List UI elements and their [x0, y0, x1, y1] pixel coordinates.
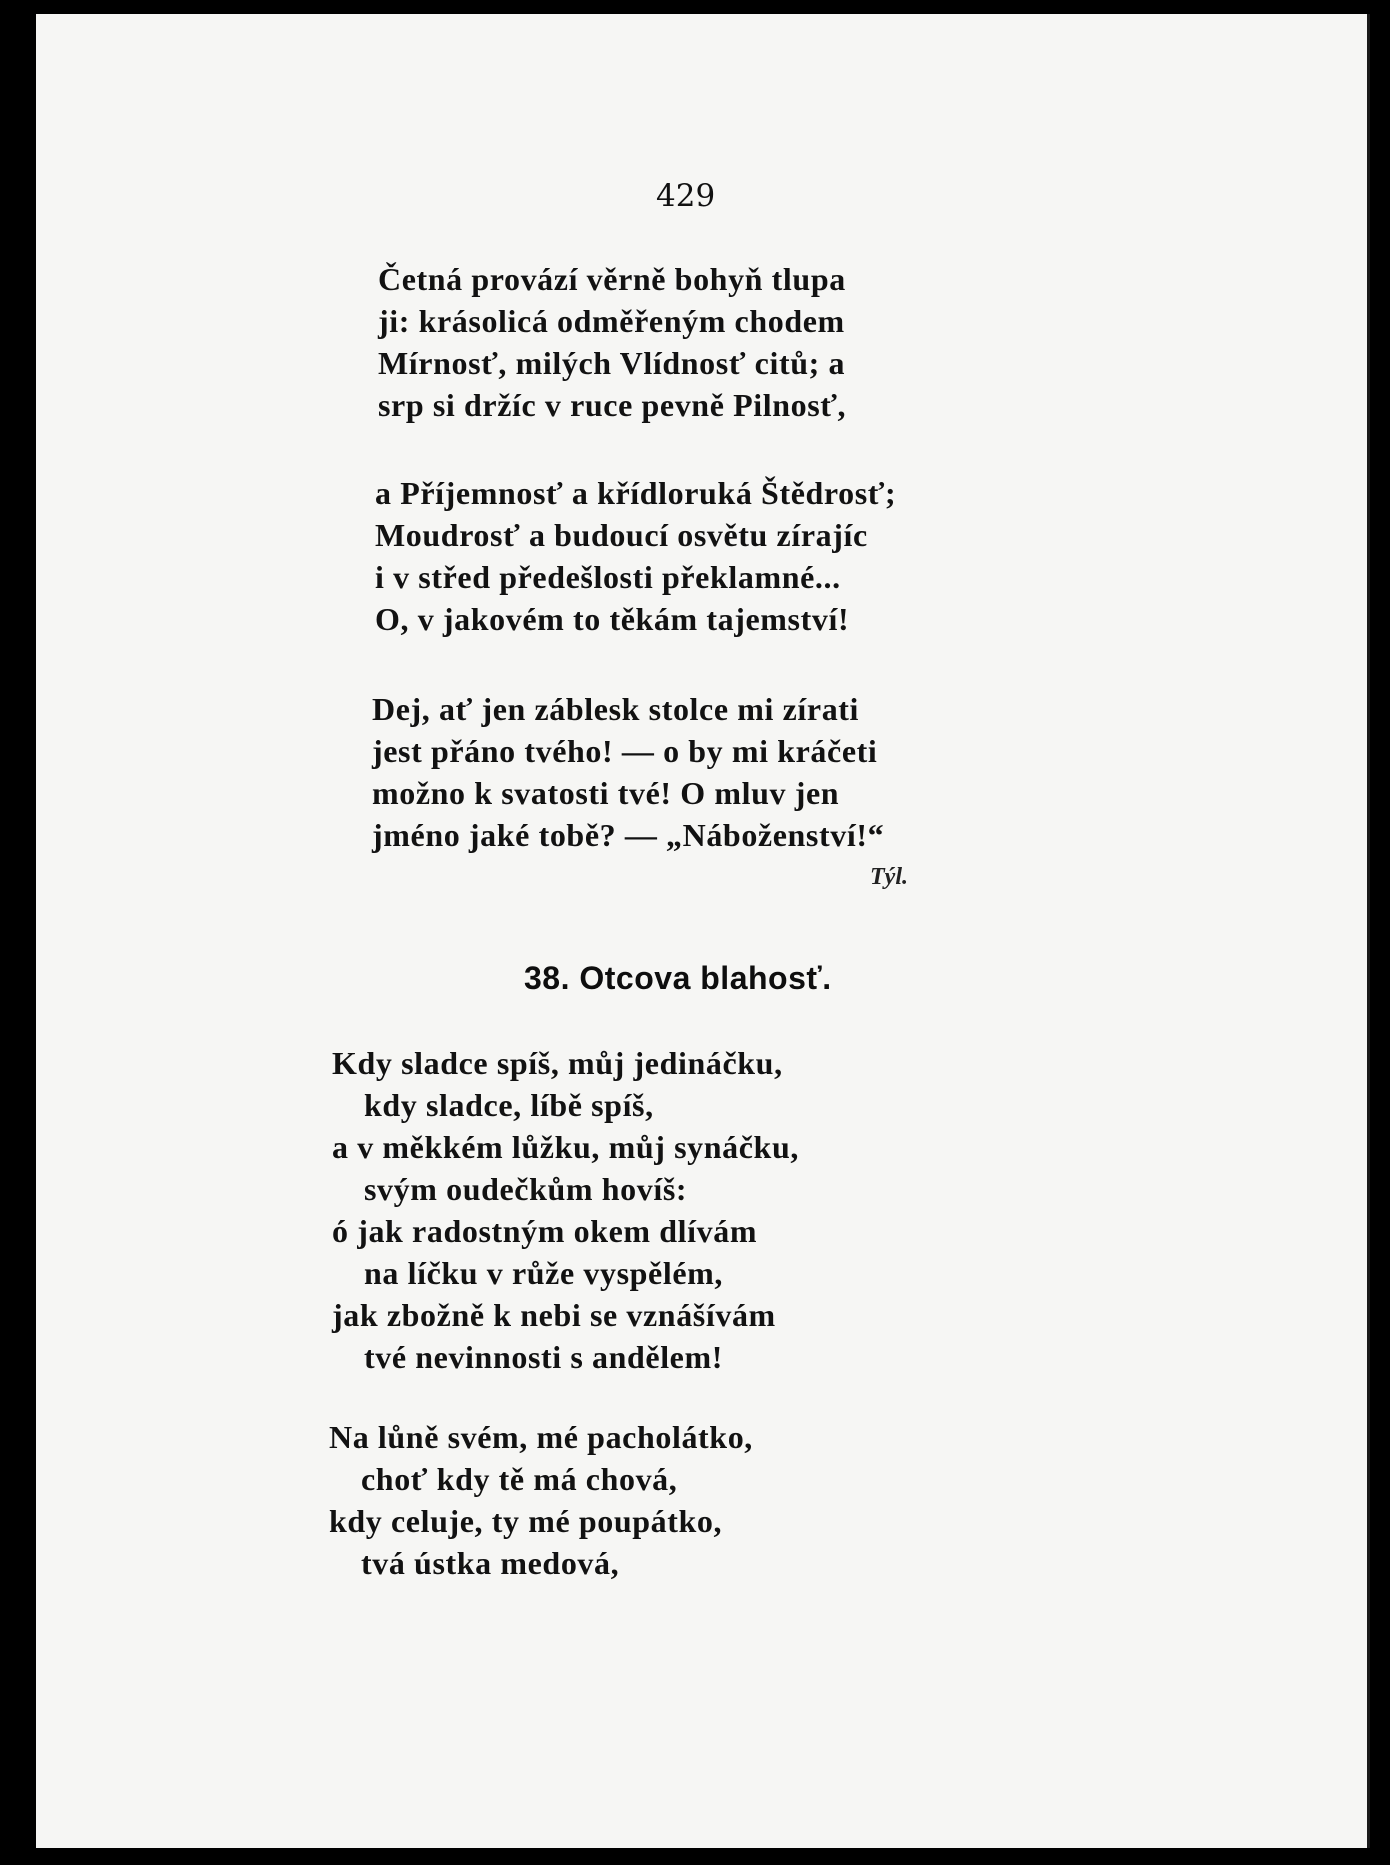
poem1-stanza-1	[378, 258, 846, 426]
poem-line: a Příjemnosť a křídloruká Štědrosť;	[375, 475, 897, 511]
poem2-title: 38. Otcova blahosť.	[524, 960, 832, 996]
page-number: 429	[656, 178, 716, 214]
poem-line: tvé nevinnosti s andělem!	[364, 1339, 723, 1375]
poem-line: Mírnosť, milých Vlídnosť citů; a	[378, 345, 846, 381]
poem-line: ó jak radostným okem dlívám	[332, 1213, 758, 1249]
poem-line: kdy sladce, líbě spíš,	[364, 1087, 654, 1123]
poem-line: a v měkkém lůžku, můj synáčku,	[332, 1129, 799, 1165]
poem1-stanza-3	[372, 688, 884, 856]
poem-line: kdy celuje, ty mé poupátko,	[329, 1503, 723, 1539]
poem-line: Dej, ať jen záblesk stolce mi zírati	[372, 691, 860, 727]
poem-line: možno k svatosti tvé! O mluv jen	[372, 775, 840, 811]
poem2-stanza-2	[329, 1416, 753, 1584]
poem-line: srp si držíc v ruce pevně Pilnosť,	[378, 387, 847, 423]
poem1-stanza-2	[375, 472, 896, 640]
poem-line: jméno jaké tobě? — „Náboženství!“	[372, 817, 885, 853]
book-page	[36, 14, 1370, 1848]
poem-line: O, v jakovém to těkám tajemství!	[375, 601, 850, 637]
poem-line: jest přáno tvého! — o by mi kráčeti	[372, 733, 878, 769]
poem-line: tvá ústka medová,	[361, 1545, 620, 1581]
poem-line: Četná provází věrně bohyň tlupa	[378, 261, 846, 297]
poem-line: na líčku v růže vyspělém,	[364, 1255, 723, 1291]
poem1-author: Týl.	[870, 864, 908, 890]
poem-line: i v střed předešlosti překlamné...	[375, 559, 841, 595]
poem-line: Moudrosť a budoucí osvětu zírajíc	[375, 517, 868, 553]
poem-line: jak zbožně k nebi se vznášívám	[332, 1297, 776, 1333]
poem-line: Kdy sladce spíš, můj jedináčku,	[332, 1045, 783, 1081]
poem2-stanza-1	[332, 1042, 799, 1378]
poem-line: choť kdy tě má chová,	[361, 1461, 678, 1497]
poem-line: ji: krásolicá odměřeným chodem	[378, 303, 845, 339]
poem-line: svým oudečkům hovíš:	[364, 1171, 688, 1207]
poem-line: Na lůně svém, mé pacholátko,	[329, 1419, 753, 1455]
